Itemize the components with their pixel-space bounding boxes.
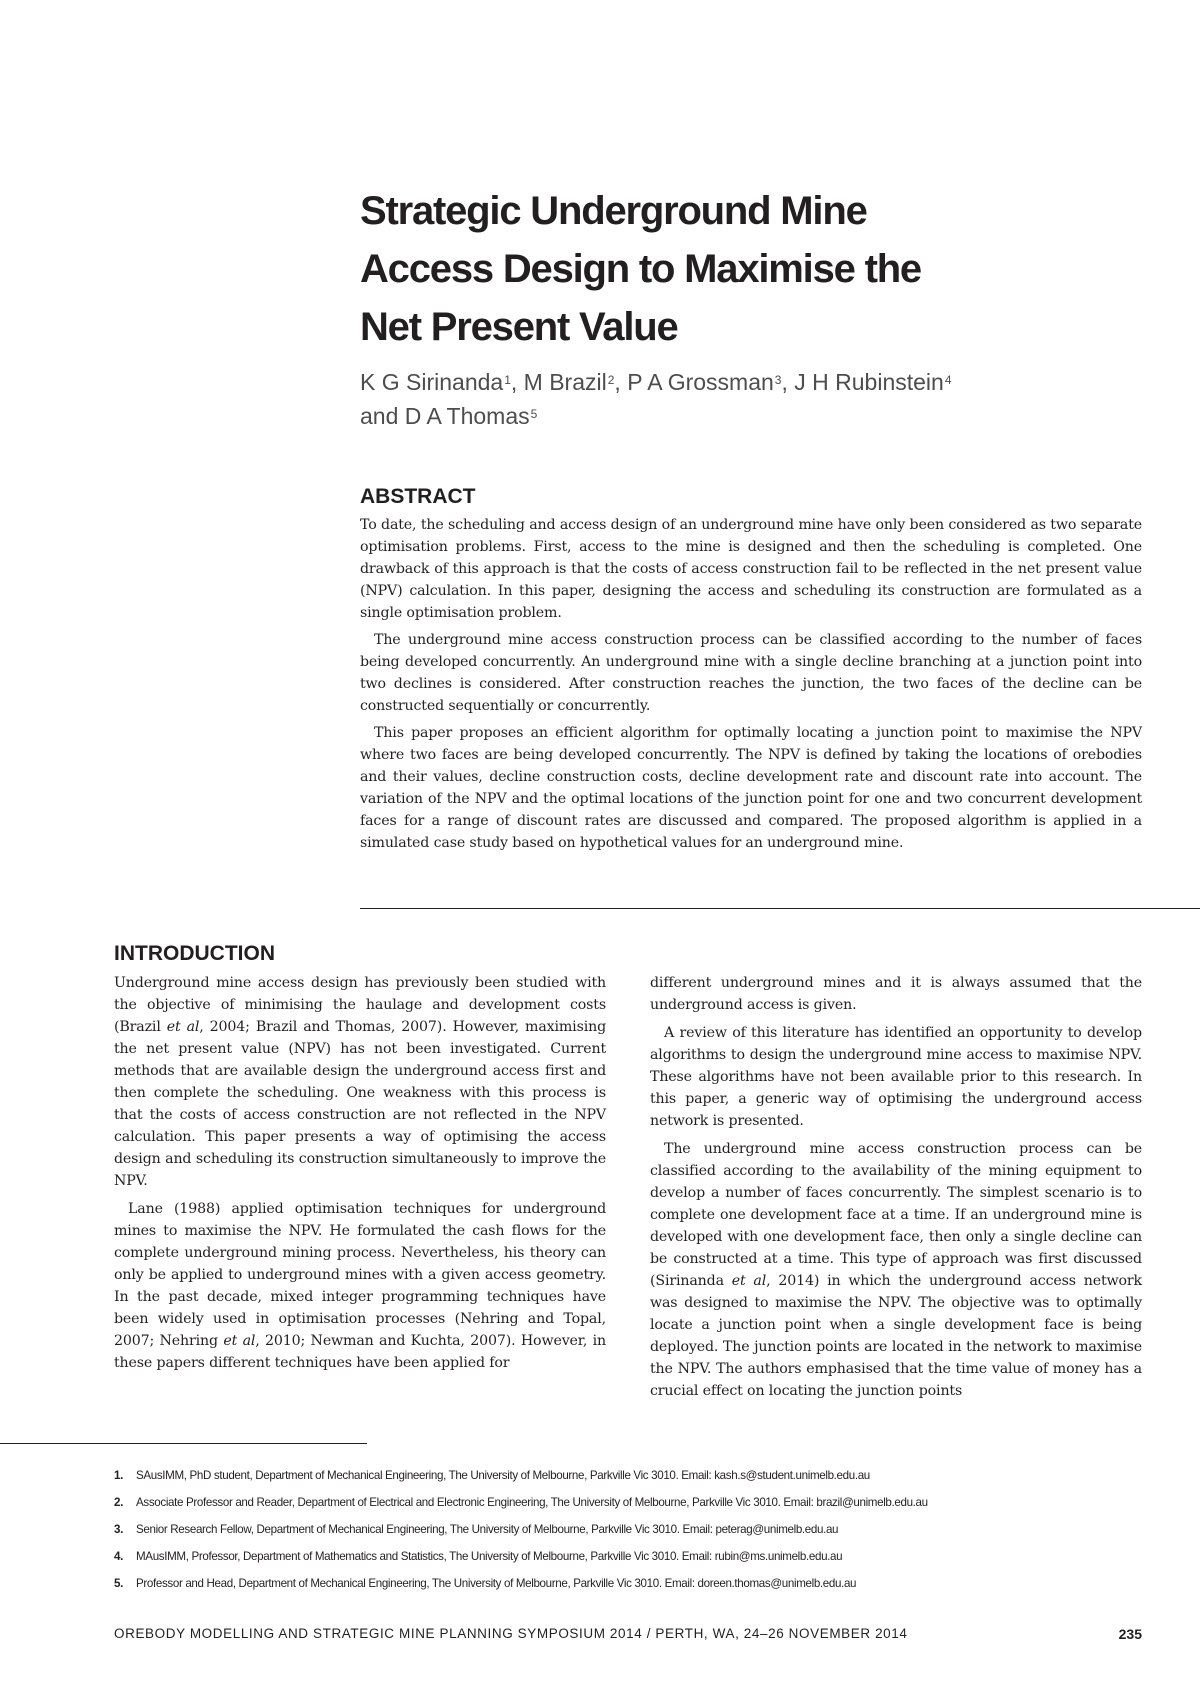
author-line <box>360 399 1120 433</box>
text-run-italic: et al <box>731 1273 767 1289</box>
body-column-right <box>650 972 1142 1402</box>
author-separator: , <box>614 369 628 395</box>
author-name: J H Rubinstein <box>794 369 944 395</box>
author-affiliation-mark: 4 <box>944 373 952 387</box>
body-paragraph <box>114 972 606 1192</box>
title-line: Strategic Underground Mine <box>360 189 867 233</box>
footnote <box>114 1489 1174 1516</box>
body-paragraph <box>650 1138 1142 1402</box>
author-name: P A Grossman <box>627 369 774 395</box>
author-separator: , <box>510 369 524 395</box>
abstract-paragraph: The underground mine access construction process can be classified according to the number of faces being developed concurrently. An underground mine with a single decline branching at a junction point into two declines is considered. After construction reaches the junction, the two faces of the decline can be constructed sequentially or concurrently. <box>360 632 1142 714</box>
author-affiliation-mark: 1 <box>504 373 511 387</box>
footnote-text: Professor and Head, Department of Mechanical Engineering, The University of Melbourne, Parkville Vic 3010. Email: doreen.thomas@unimelb.edu.au <box>136 1577 857 1590</box>
title-line: Access Design to Maximise the <box>360 247 921 291</box>
body-paragraph <box>650 1022 1142 1132</box>
text-run-italic: et al <box>223 1333 256 1349</box>
text-run: Lane (1988) applied optimisation techniques for underground mines to maximise the NPV. He formulated the cash flows for the complete underground mining process. Nevertheless, his theory can only be applied to underground mines with a given access geometry. In the past decade, mixed integer programming techniques have been widely used in optimisation processes (Nehring and Topal, 2007; Nehring <box>114 1201 606 1349</box>
text-run: A review of this literature has identified an opportunity to develop algorithms to design the underground mine access to maximise NPV. These algorithms have not been available prior to this research. In this paper, a generic way of optimising the underground access network is presented. <box>650 1025 1142 1129</box>
footnote-text: MAusIMM, Professor, Department of Mathematics and Statistics, The University of Melbourne, Parkville Vic 3010. Email: rubin@ms.unimelb.edu.au <box>136 1550 843 1563</box>
text-run: The underground mine access construction process can be classified according to the availability of the mining equipment to develop a number of faces concurrently. The simplest scenario is to complete one development face at a time. If an underground mine is developed with one development face, then only a single decline can be constructed at a time. This type of approach was first discussed (Sirinanda <box>650 1141 1142 1289</box>
author-name: K G Sirinanda <box>360 369 504 395</box>
text-run: , 2010; Newman and Kuchta, 2007). However, in these papers different techniques have been applied for <box>114 1333 607 1371</box>
author-affiliation-mark: 3 <box>774 373 782 387</box>
footnote <box>114 1543 1174 1570</box>
author-conjunction: and <box>360 403 405 429</box>
footnote <box>114 1570 1174 1597</box>
footnote-text: Associate Professor and Reader, Department of Electrical and Electronic Engineering, The University of Melbourne, Parkville Vic 3010. Email: brazil@unimelb.edu.au <box>136 1496 928 1509</box>
body-paragraph <box>114 1198 606 1374</box>
footnote-divider <box>0 1443 367 1444</box>
footnote-list <box>114 1462 1174 1597</box>
running-footer <box>114 1624 1142 1644</box>
footer-running-text: OREBODY MODELLING AND STRATEGIC MINE PLANNING SYMPOSIUM 2014 / PERTH, WA, 24–26 NOVEMBER 2014 <box>114 1626 908 1641</box>
abstract-section <box>360 482 1142 854</box>
author-line <box>360 365 1120 399</box>
author-affiliation-mark: 5 <box>530 407 538 421</box>
author-list <box>360 365 1120 433</box>
introduction-heading: INTRODUCTION <box>114 942 275 965</box>
abstract-heading: ABSTRACT <box>360 485 476 508</box>
text-run: , 2014) in which the underground access network was designed to maximise the NPV. The objective was to optimally locate a junction point when a single development face is being deployed. The junction points are located in the network to maximise the NPV. The authors emphasised that the time value of money has a crucial effect on locating the junction points <box>650 1273 1142 1399</box>
page-number: 235 <box>1118 1626 1142 1642</box>
abstract-divider <box>360 908 1200 909</box>
footnote <box>114 1516 1174 1543</box>
text-run: different underground mines and it is always assumed that the underground access is given. <box>650 975 1142 1013</box>
paper-title <box>360 182 1120 356</box>
author-affiliation-mark: 2 <box>607 373 615 387</box>
body-column-left <box>114 972 606 1374</box>
footnote-text: Senior Research Fellow, Department of Mechanical Engineering, The University of Melbourne, Parkville Vic 3010. Email: peterag@unimelb.edu.au <box>136 1523 839 1536</box>
title-block <box>360 182 1120 356</box>
abstract-paragraph: This paper proposes an efficient algorithm for optimally locating a junction point to maximise the NPV where two faces are being developed concurrently. The NPV is defined by taking the locations of orebodies and their values, decline construction costs, decline development rate and discount rate into account. The variation of the NPV and the optimal locations of the junction point for one and two concurrent development faces for a range of discount rates are discussed and compared. The proposed algorithm is applied in a simulated case study based on hypothetical values for an underground mine. <box>360 725 1142 851</box>
author-separator: , <box>781 369 795 395</box>
footnote-number: 1. <box>114 1469 123 1482</box>
footnote <box>114 1462 1174 1489</box>
footnote-number: 2. <box>114 1496 123 1509</box>
footnote-text: SAusIMM, PhD student, Department of Mechanical Engineering, The University of Melbourne, Parkville Vic 3010. Email: kash.s@student.unimelb.edu.au <box>136 1469 870 1482</box>
text-run: Underground mine access design has previously been studied with the objective of minimising the haulage and development costs (Brazil <box>114 975 606 1035</box>
text-run: , 2004; Brazil and Thomas, 2007). However, maximising the net present value (NPV) has not been investigated. Current methods that are available design the underground access first and then complete the scheduling. One weakness with this process is that the costs of access construction are not reflected in the NPV calculation. This paper presents a way of optimising the access design and scheduling its construction simultaneously to improve the NPV. <box>114 1019 607 1189</box>
abstract-paragraph: To date, the scheduling and access design of an underground mine have only been considered as two separate optimisation problems. First, access to the mine is designed and then the scheduling is completed. One drawback of this approach is that the costs of access construction fail to be reflected in the net present value (NPV) calculation. In this paper, designing the access and scheduling its construction are formulated as a single optimisation problem. <box>360 517 1142 621</box>
author-name: D A Thomas <box>404 403 530 429</box>
author-name: M Brazil <box>523 369 607 395</box>
footnote-number: 3. <box>114 1523 123 1536</box>
text-run-italic: et al <box>166 1019 200 1035</box>
body-paragraph <box>650 972 1142 1016</box>
footnote-number: 4. <box>114 1550 123 1563</box>
title-line: Net Present Value <box>360 305 678 349</box>
footnote-number: 5. <box>114 1577 123 1590</box>
